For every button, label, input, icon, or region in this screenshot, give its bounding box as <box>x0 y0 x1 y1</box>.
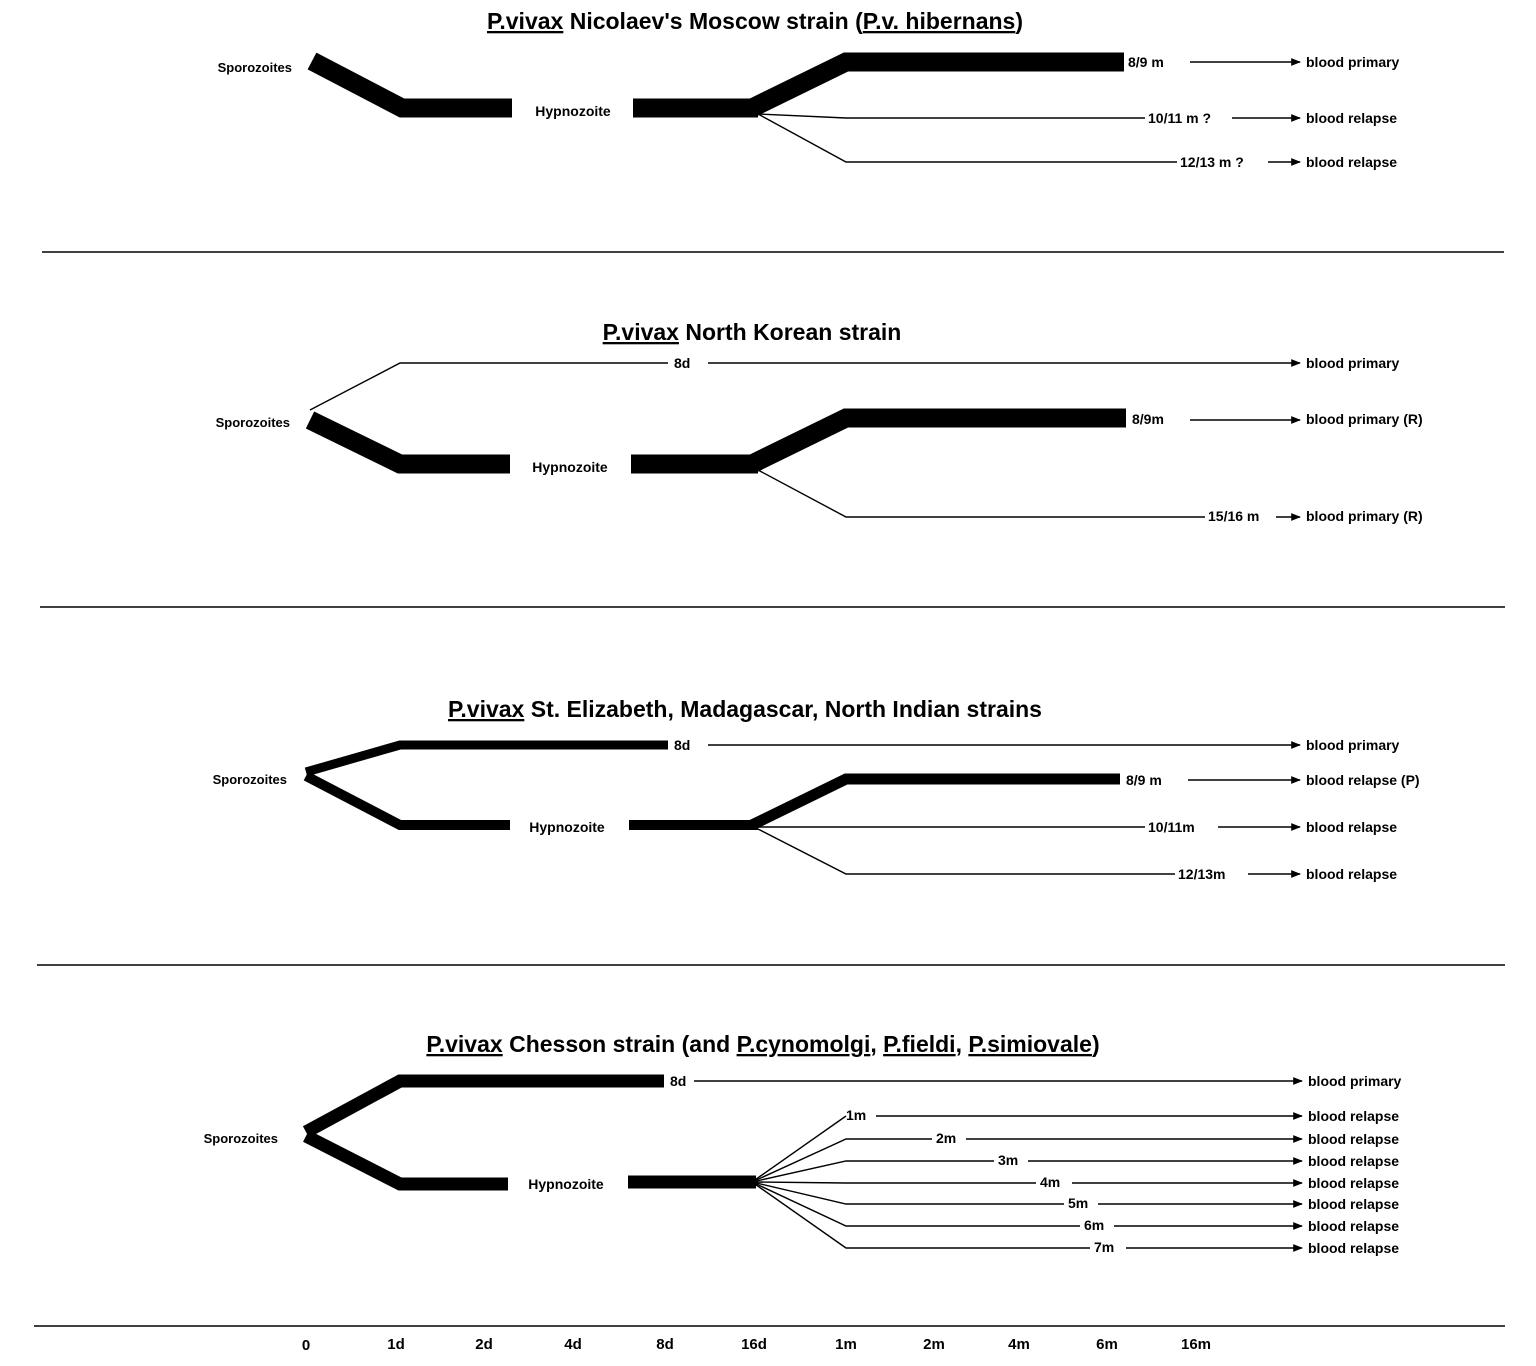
relapse-branch <box>752 1182 1036 1183</box>
outcome-label: blood relapse <box>1308 1108 1400 1124</box>
outcome-time: 8d <box>674 355 691 371</box>
sporozoites-label: Sporozoites <box>203 1131 278 1146</box>
panel-title <box>487 8 1023 34</box>
title-species: P.v. hibernans <box>862 8 1016 34</box>
sporozoites-label: Sporozoites <box>212 772 287 787</box>
primary-8d-path <box>306 745 668 772</box>
outcome-time: 3m <box>998 1152 1019 1168</box>
primary-development-path <box>752 779 1120 825</box>
hypnozoite-label: Hypnozoite <box>528 1176 604 1192</box>
outcome-time: 6m <box>1084 1217 1105 1233</box>
relapse-branch <box>752 1182 1064 1204</box>
hypnozoite-label: Hypnozoite <box>535 103 611 119</box>
panel-title <box>448 696 1042 722</box>
relapse-branch <box>752 1182 1090 1248</box>
outcome-time: 12/13m <box>1178 866 1226 882</box>
relapse-branch <box>752 1161 994 1182</box>
outcome-time: 10/11m <box>1148 819 1195 835</box>
outcome-label: blood relapse <box>1308 1153 1400 1169</box>
axis-tick: 6m <box>1096 1336 1118 1353</box>
title-prefix: P.vivax <box>426 1031 503 1057</box>
sporozoite-to-hypnozoite-path <box>310 420 510 464</box>
time-axis <box>302 1336 1211 1354</box>
outcome-time: 10/11 m ? <box>1148 110 1212 126</box>
relapse-branch <box>758 114 1177 162</box>
title-main: Nicolaev's Moscow strain ( <box>563 8 863 34</box>
axis-tick: 8d <box>656 1336 674 1353</box>
late-primary-branch <box>758 470 1205 517</box>
outcome-time: 2m <box>936 1130 957 1146</box>
sporozoites-label: Sporozoites <box>217 60 292 75</box>
outcome-label: blood relapse <box>1308 1175 1400 1191</box>
title-prefix: P.vivax <box>487 8 564 34</box>
panel-north-korean <box>216 319 1423 524</box>
outcome-label: blood primary (R) <box>1306 508 1423 524</box>
axis-tick: 4d <box>564 1336 582 1353</box>
hypnozoite-label: Hypnozoite <box>529 819 605 835</box>
title-sep-2: , <box>955 1031 969 1057</box>
outcome-time: 8/9 m <box>1126 772 1162 788</box>
title-suffix: ) <box>1015 8 1023 34</box>
primary-development-path <box>752 418 1126 464</box>
axis-tick: 4m <box>1008 1336 1030 1353</box>
sporozoite-to-hypnozoite-path <box>312 61 512 108</box>
title-species-1: P.cynomolgi <box>736 1031 871 1057</box>
outcome-time: 4m <box>1040 1174 1061 1190</box>
axis-tick: 2d <box>475 1336 493 1353</box>
outcome-time: 8d <box>670 1073 687 1089</box>
relapse-branch <box>758 829 1175 874</box>
outcome-label: blood primary (R) <box>1306 411 1423 427</box>
title-species-3: P.simiovale <box>968 1031 1092 1057</box>
sporozoite-to-hypnozoite-path <box>306 776 510 825</box>
outcome-label: blood relapse <box>1306 819 1398 835</box>
title-suffix: ) <box>1091 1031 1100 1057</box>
title-main: North Korean strain <box>678 319 902 345</box>
outcome-label: blood primary <box>1306 737 1400 753</box>
primary-development-path <box>752 62 1124 108</box>
panel-title <box>426 1031 1099 1057</box>
axis-tick: 1d <box>387 1336 405 1353</box>
title-species-2: P.fieldi <box>883 1031 956 1057</box>
axis-tick: 16m <box>1180 1336 1212 1353</box>
hypnozoite-label: Hypnozoite <box>532 459 608 475</box>
axis-tick: 1m <box>835 1336 857 1353</box>
outcome-time: 8/9 m <box>1128 54 1164 70</box>
outcome-label: blood relapse <box>1308 1131 1400 1147</box>
outcome-label: blood relapse <box>1308 1218 1400 1234</box>
outcome-time: 7m <box>1094 1239 1115 1255</box>
title-main: Chesson strain (and <box>502 1031 737 1057</box>
relapse-branch <box>758 114 1145 118</box>
outcome-label: blood relapse (P) <box>1306 772 1420 788</box>
outcome-label: blood primary <box>1306 355 1400 371</box>
outcome-label: blood relapse <box>1306 866 1398 882</box>
outcome-label: blood relapse <box>1306 154 1398 170</box>
axis-tick: 16d <box>741 1336 767 1353</box>
outcome-label: blood primary <box>1306 54 1400 70</box>
panel-chesson <box>204 1031 1402 1256</box>
outcome-time: 8/9m <box>1132 411 1164 427</box>
outcome-label: blood relapse <box>1308 1240 1400 1256</box>
title-main: St. Elizabeth, Madagascar, North Indian strains <box>524 696 1042 722</box>
outcome-label: blood relapse <box>1306 110 1398 126</box>
axis-tick: 2m <box>923 1336 945 1353</box>
sporozoites-label: Sporozoites <box>215 415 290 430</box>
outcome-time: 12/13 m ? <box>1180 154 1244 170</box>
title-prefix: P.vivax <box>602 319 679 345</box>
panel-title <box>603 319 902 345</box>
panel-moscow <box>218 8 1400 170</box>
primary-8d-branch <box>310 363 668 410</box>
outcome-time: 1m <box>846 1107 867 1123</box>
primary-8d-path <box>306 1081 664 1132</box>
axis-tick: 0 <box>301 1337 311 1354</box>
panel-st-elizabeth <box>213 696 1420 882</box>
outcome-time: 8d <box>674 737 691 753</box>
title-sep-1: , <box>870 1031 884 1057</box>
sporozoite-to-hypnozoite-path <box>306 1136 508 1184</box>
outcome-time: 15/16 m <box>1208 508 1260 524</box>
outcome-label: blood relapse <box>1308 1196 1400 1212</box>
outcome-time: 5m <box>1068 1195 1089 1211</box>
outcome-label: blood primary <box>1308 1073 1402 1089</box>
title-prefix: P.vivax <box>448 696 525 722</box>
